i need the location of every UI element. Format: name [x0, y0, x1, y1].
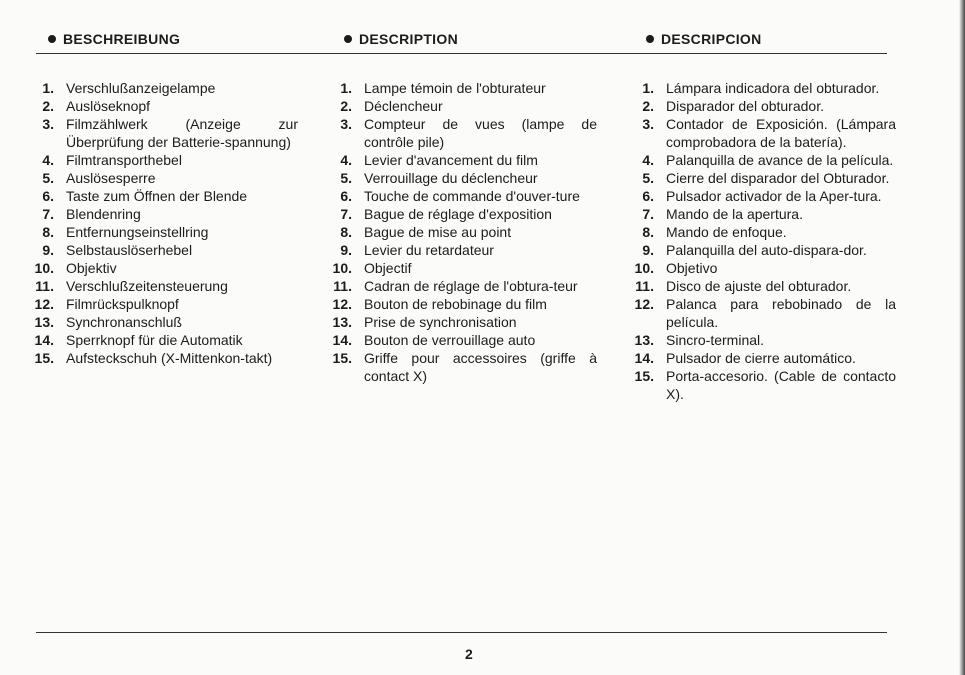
item-number: 2.	[42, 98, 54, 114]
list-item	[634, 241, 896, 259]
item-text: Filmtransporthebel	[66, 152, 182, 168]
item-text: Blendenring	[66, 206, 141, 222]
item-number: 15.	[332, 350, 352, 366]
item-number: 11.	[333, 278, 352, 294]
list-item	[634, 295, 896, 331]
item-text: Objektiv	[66, 260, 117, 276]
item-number: 1.	[340, 80, 352, 96]
item-text: Lámpara indicadora del obturador.	[666, 80, 880, 96]
top-divider	[36, 53, 887, 54]
item-number: 13.	[332, 314, 352, 330]
item-text: Bague de réglage d'exposition	[364, 206, 552, 222]
item-number: 12.	[634, 296, 654, 312]
item-number: 10.	[332, 260, 352, 276]
item-number: 13.	[634, 332, 654, 348]
item-text: Contador de Exposición. (Lámpara comprobadora de la batería).	[666, 116, 896, 150]
item-number: 4.	[340, 152, 352, 168]
list-item	[34, 223, 298, 241]
item-number: 15.	[34, 350, 54, 366]
list-item	[634, 187, 896, 205]
list-item	[634, 331, 896, 349]
item-text: Sincro-terminal.	[666, 332, 765, 348]
item-number: 3.	[642, 116, 654, 132]
list-item	[332, 115, 597, 151]
list-item	[634, 151, 896, 169]
item-number: 2.	[340, 98, 352, 114]
item-number: 13.	[34, 314, 54, 330]
item-number: 12.	[332, 296, 352, 312]
item-text: Bouton de rebobinage du film	[364, 296, 547, 312]
item-text: Objetivo	[666, 260, 718, 276]
item-text: Déclencheur	[364, 98, 443, 114]
item-number: 7.	[42, 206, 54, 222]
list-item	[634, 79, 896, 97]
item-number: 10.	[634, 260, 654, 276]
item-number: 4.	[42, 152, 54, 168]
header-descripcion	[646, 31, 762, 47]
list-item	[634, 169, 896, 187]
list-item	[34, 277, 298, 295]
list-item	[332, 313, 597, 331]
item-number: 14.	[634, 350, 654, 366]
list-item	[332, 187, 597, 205]
header-label-es: DESCRIPCION	[661, 31, 762, 47]
item-text: Aufsteckschuh (X-Mittenkon-takt)	[66, 350, 273, 366]
item-number: 6.	[340, 188, 352, 204]
item-text: Auslösesperre	[66, 170, 156, 186]
page-number: 2	[465, 646, 473, 662]
item-number: 14.	[34, 332, 54, 348]
item-text: Auslöseknopf	[66, 98, 151, 114]
list-item	[34, 295, 298, 313]
bullet-icon	[646, 35, 654, 43]
item-text: Pulsador activador de la Aper-tura.	[666, 188, 882, 204]
item-text: Lampe témoin de l'obturateur	[364, 80, 546, 96]
item-text: Porta-accesorio. (Cable de contacto X).	[666, 368, 896, 402]
item-number: 2.	[642, 98, 654, 114]
item-number: 7.	[340, 206, 352, 222]
list-item	[34, 115, 298, 151]
item-text: Cierre del disparador del Obturador.	[666, 170, 890, 186]
list-item	[634, 223, 896, 241]
item-text: Bague de mise au point	[364, 224, 512, 240]
list-item	[332, 349, 597, 385]
item-text: Touche de commande d'ouver-ture	[364, 188, 580, 204]
item-number: 6.	[642, 188, 654, 204]
list-item	[34, 259, 298, 277]
item-text: Cadran de réglage de l'obtura-teur	[364, 278, 578, 294]
item-number: 1.	[642, 80, 654, 96]
item-number: 4.	[642, 152, 654, 168]
list-item	[34, 331, 298, 349]
list-item	[634, 205, 896, 223]
item-text: Palanquilla de avance de la película.	[666, 152, 894, 168]
item-text: Taste zum Öffnen der Blende	[66, 188, 248, 204]
item-text: Palanquilla del auto-dispara-dor.	[666, 242, 867, 258]
list-item	[332, 79, 597, 97]
item-text: Synchronanschluß	[66, 314, 182, 330]
list-item	[34, 241, 298, 259]
item-text: Sperrknopf für die Automatik	[66, 332, 243, 348]
item-number: 10.	[34, 260, 54, 276]
item-number: 6.	[42, 188, 54, 204]
item-text: Prise de synchronisation	[364, 314, 517, 330]
header-label-fr: DESCRIPTION	[359, 31, 458, 47]
item-number: 14.	[332, 332, 352, 348]
item-text: Palanca para rebobinado de la película.	[666, 296, 896, 330]
list-item	[34, 97, 298, 115]
list-item	[34, 187, 298, 205]
parts-list-german	[34, 79, 298, 367]
item-number: 5.	[42, 170, 54, 186]
item-text: Pulsador de cierre automático.	[666, 350, 856, 366]
list-item	[332, 169, 597, 187]
list-item	[332, 295, 597, 313]
list-item	[332, 223, 597, 241]
item-text: Verschlußanzeigelampe	[66, 80, 216, 96]
item-number: 3.	[42, 116, 54, 132]
list-item	[34, 151, 298, 169]
scan-edge-shadow	[959, 0, 965, 675]
item-number: 9.	[42, 242, 54, 258]
item-number: 15.	[634, 368, 654, 384]
list-item	[634, 349, 896, 367]
item-text: Disco de ajuste del obturador.	[666, 278, 852, 294]
list-item	[634, 277, 896, 295]
list-item	[332, 97, 597, 115]
list-item	[332, 151, 597, 169]
item-text: Selbstauslöserhebel	[66, 242, 193, 258]
parts-list-french	[332, 79, 597, 385]
item-number: 8.	[642, 224, 654, 240]
item-number: 3.	[340, 116, 352, 132]
item-number: 9.	[340, 242, 352, 258]
list-item	[34, 169, 298, 187]
list-item	[634, 259, 896, 277]
item-text: Filmzählwerk (Anzeige zur Überprüfung der Batterie-spannung)	[66, 116, 298, 150]
item-text: Objectif	[364, 260, 412, 276]
list-item	[34, 79, 298, 97]
bullet-icon	[344, 35, 352, 43]
item-text: Mando de la apertura.	[666, 206, 803, 222]
item-number: 8.	[340, 224, 352, 240]
list-item	[634, 115, 896, 151]
item-number: 12.	[34, 296, 54, 312]
list-item	[332, 241, 597, 259]
parts-list-spanish	[634, 79, 896, 403]
item-number: 5.	[340, 170, 352, 186]
item-number: 1.	[42, 80, 54, 96]
item-text: Griffe pour accessoires (griffe à contact X)	[364, 350, 597, 384]
item-text: Entfernungseinstellring	[66, 224, 209, 240]
list-item	[634, 367, 896, 403]
item-text: Verschlußzeitensteuerung	[66, 278, 228, 294]
list-item	[34, 349, 298, 367]
item-text: Levier d'avancement du film	[364, 152, 538, 168]
item-text: Filmrückspulknopf	[66, 296, 179, 312]
item-text: Verrouillage du déclencheur	[364, 170, 538, 186]
item-number: 11.	[35, 278, 54, 294]
item-text: Disparador del obturador.	[666, 98, 824, 114]
list-item	[332, 205, 597, 223]
list-item	[332, 259, 597, 277]
header-beschreibung	[48, 31, 180, 47]
list-item	[34, 205, 298, 223]
header-description	[344, 31, 458, 47]
item-number: 9.	[642, 242, 654, 258]
item-number: 11.	[635, 278, 654, 294]
item-number: 7.	[642, 206, 654, 222]
item-text: Bouton de verrouillage auto	[364, 332, 536, 348]
item-number: 8.	[42, 224, 54, 240]
bottom-divider	[36, 632, 887, 633]
list-item	[34, 313, 298, 331]
item-number: 5.	[642, 170, 654, 186]
item-text: Mando de enfoque.	[666, 224, 787, 240]
item-text: Compteur de vues (lampe de contrôle pile)	[364, 116, 597, 150]
list-item	[332, 277, 597, 295]
item-text: Levier du retardateur	[364, 242, 494, 258]
header-label-de: BESCHREIBUNG	[63, 31, 181, 47]
list-item	[332, 331, 597, 349]
bullet-icon	[48, 35, 56, 43]
list-item	[634, 97, 896, 115]
